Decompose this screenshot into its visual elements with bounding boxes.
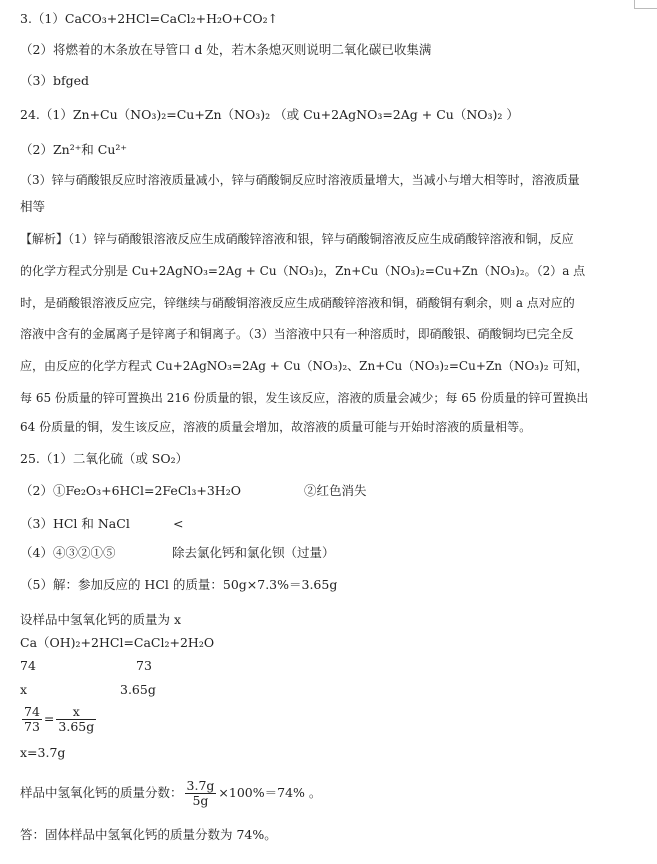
mass-fraction — [185, 779, 217, 808]
proportion-right-den: 3.65g — [58, 719, 95, 734]
mass-fraction-line — [20, 775, 639, 811]
answer-25-3 — [20, 515, 639, 533]
mass-fraction-num: 3.7g — [186, 778, 215, 793]
page-corner-mark — [634, 0, 657, 9]
answer-24-1: 24.（1）Zn+Cu（NO₃)₂=Cu+Zn（NO₃)₂ （或 Cu+2AgNO₃=2Ag + Cu（NO₃)₂ ） — [20, 107, 519, 122]
calc-molar-right: 73 — [136, 658, 152, 673]
analysis-line-6: 每 65 份质量的锌可置换出 216 份质量的银，发生该反应，溶液的质量会减少；每 65 份质量的锌可置换出 — [20, 391, 589, 405]
analysis-line-1: 【解析】（1）锌与硝酸银溶液反应生成硝酸锌溶液和银，锌与硝酸铜溶液反应生成硝酸锌溶液和铜，反应 — [20, 232, 574, 246]
answer-25-4 — [20, 544, 639, 562]
answer-25-2-observation: ②红色消失 — [304, 483, 367, 498]
calc-mass-row — [20, 681, 639, 699]
analysis-line-5: 应，由反应的化学方程式 Cu+2AgNO₃=2Ag + Cu（NO₃)₂、Zn+Cu（NO₃)₂=Cu+Zn（NO₃)₂ 可知， — [20, 359, 589, 373]
answer-25-2 — [20, 482, 639, 500]
answer-3-1: 3.（1）CaCO₃+2HCl=CaCl₂+H₂O+CO₂↑ — [20, 11, 279, 26]
analysis-line-7: 64 份质量的铜，发生该反应，溶液的质量会增加，故溶液的质量可能与开始时溶液的质量相等。 — [20, 420, 532, 434]
proportion-right-num: x — [56, 705, 96, 720]
mass-fraction-suffix: ×100%＝74% 。 — [218, 785, 322, 800]
answer-24-3-cont: 相等 — [20, 199, 46, 214]
answer-25-5: （5）解：参加反应的 HCl 的质量：50g×7.3%＝3.65g — [20, 577, 338, 592]
mass-fraction-prefix: 样品中氢氧化钙的质量分数： — [20, 785, 183, 800]
proportion-right-fraction — [56, 705, 96, 734]
answer-25-1: 25.（1）二氧化硫（或 SO₂） — [20, 451, 189, 466]
calc-assumption: 设样品中氢氧化钙的质量为 x — [20, 612, 182, 627]
answer-25-4-purpose: 除去氯化钙和氯化钡（过量） — [172, 545, 335, 560]
proportion-left-den: 73 — [24, 719, 40, 734]
answer-25-3-comparison: < — [173, 516, 184, 531]
proportion-left-fraction — [22, 705, 42, 734]
mass-fraction-den: 5g — [192, 793, 209, 808]
calc-mass-left: x — [20, 682, 28, 697]
analysis-line-2: 的化学方程式分别是 Cu+2AgNO₃=2Ag + Cu（NO₃)₂，Zn+Cu（NO₃)₂=Cu+Zn（NO₃)₂。（2）a 点 — [20, 264, 586, 278]
analysis-line-4: 溶液中含有的金属离子是锌离子和铜离子。（3）当溶液中只有一种溶质时，即硝酸银、硝酸铜均已完全反 — [20, 327, 574, 341]
calc-molar-left: 74 — [20, 658, 36, 673]
answer-24-2: （2）Zn²⁺和 Cu²⁺ — [20, 142, 127, 157]
calc-equation: Ca（OH)₂+2HCl=CaCl₂+2H₂O — [20, 635, 215, 650]
answer-25-2-equation: （2）①Fe₂O₃+6HCl=2FeCl₃+3H₂O — [20, 483, 241, 498]
answer-24-3: （3）锌与硝酸银反应时溶液质量减小，锌与硝酸铜反应时溶液质量增大，当减小与增大相等时，溶液质量 — [20, 173, 580, 187]
answer-3-2: （2）将燃着的木条放在导管口 d 处，若木条熄灭则说明二氧化碳已收集满 — [20, 42, 432, 57]
analysis-line-3: 时，是硝酸银溶液反应完，锌继续与硝酸铜溶液反应生成硝酸锌溶液和铜，硝酸铜有剩余，则 a 点对应的 — [20, 296, 575, 310]
calc-result: x=3.7g — [20, 745, 66, 760]
answer-3-3: （3）bfged — [20, 73, 89, 88]
calc-molar-row — [20, 657, 639, 675]
proportion-left-num: 74 — [24, 704, 40, 719]
calc-proportion — [20, 702, 639, 736]
final-answer: 答：固体样品中氢氧化钙的质量分数为 74%。 — [20, 827, 277, 842]
answer-25-3-solutes: （3）HCl 和 NaCl — [20, 516, 130, 531]
equals-sign: = — [43, 711, 55, 726]
calc-mass-right: 3.65g — [120, 682, 156, 697]
answer-25-4-order: （4）④③②①⑤ — [20, 545, 116, 560]
